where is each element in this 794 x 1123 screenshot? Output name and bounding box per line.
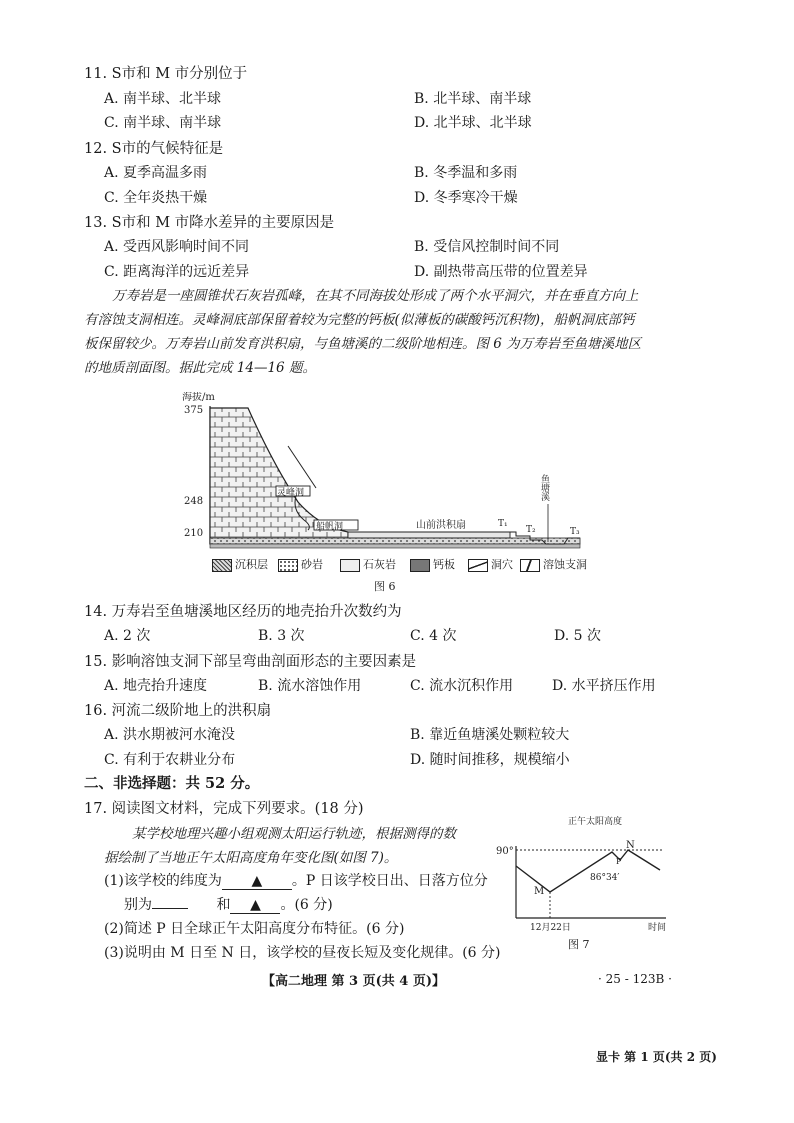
q13-option-b: B. 受信风控制时间不同 [414, 239, 560, 255]
question-17-stem: 17. 阅读图文材料，完成下列要求。(18 分) [84, 801, 364, 817]
figure-7-caption: 图 7 [568, 938, 590, 951]
legend-dissolution-channel: 溶蚀支洞 [520, 556, 587, 572]
sandstone-base [210, 544, 580, 548]
tick-210: 210 [184, 528, 204, 539]
legend-sandstone: 砂岩 [278, 556, 323, 572]
point-n-label: N [626, 840, 635, 851]
legend-sediment-swatch [212, 559, 232, 572]
legend-sediment: 沉积层 [212, 556, 268, 572]
q17-intro-2: 据绘制了当地正午太阳高度角年变化图(如图 7)。 [104, 850, 398, 866]
q16-option-c: C. 有利于农耕业分布 [104, 752, 236, 768]
river-label: 鱼塘溪 [539, 474, 549, 501]
figure-7-y90: 90° [496, 846, 514, 857]
q15-option-a: A. 地壳抬升速度 [104, 678, 208, 694]
legend-calcite-swatch [410, 559, 430, 572]
sunset-blank[interactable]: ▲ [230, 897, 280, 914]
tick-375: 375 [184, 405, 204, 416]
q17-part-1-line-2: 别为 和 ▲ 。(6 分) [124, 897, 333, 913]
legend-limestone-swatch [340, 559, 360, 572]
legend-channel-swatch [520, 559, 540, 572]
question-16-stem: 16. 河流二级阶地上的洪积扇 [84, 703, 272, 719]
q15-option-b: B. 流水溶蚀作用 [258, 678, 362, 694]
t3-label: T₃ [570, 527, 580, 537]
question-14-stem: 14. 万寿岩至鱼塘溪地区经历的地壳抬升次数约为 [84, 604, 402, 620]
section-2-heading: 二、非选择题：共 52 分。 [84, 775, 260, 792]
q16-option-d: D. 随时间推移，规模缩小 [410, 752, 570, 768]
figure-6-caption: 图 6 [374, 580, 396, 593]
q15-option-c: C. 流水沉积作用 [410, 678, 514, 694]
legend-cave-swatch [468, 559, 488, 572]
latitude-blank[interactable]: ▲ [222, 873, 292, 890]
slope-line [288, 446, 316, 488]
q17-part-2: (2)简述 P 日全球正午太阳高度分布特征。(6 分) [104, 921, 405, 937]
question-15-stem: 15. 影响溶蚀支洞下部呈弯曲剖面形态的主要因素是 [84, 654, 417, 670]
tick-248: 248 [184, 496, 204, 507]
q16-option-a: A. 洪水期被河水淹没 [104, 727, 236, 743]
sediment-layer [210, 538, 580, 544]
q17-part-3: (3)说明由 M 日至 N 日，该学校的昼夜长短及变化规律。(6 分) [104, 945, 501, 961]
page-footer: 【高二地理 第 3 页(共 4 页)】 [262, 974, 446, 989]
t2-label: T₂ [526, 525, 536, 535]
legend-sandstone-swatch [278, 559, 298, 572]
legend-limestone: 石灰岩 [340, 556, 396, 572]
legend-cave: 洞穴 [468, 556, 513, 572]
figure-7-ylabel: 正午太阳高度 [568, 817, 623, 827]
passage-line-4: 的地质剖面图。据此完成 14—16 题。 [84, 360, 316, 376]
fan-label: 山前洪积扇 [416, 520, 466, 531]
date-label: 12月22日 [530, 923, 571, 933]
figure-7-xlabel: 时间 [648, 923, 667, 933]
q12-option-d: D. 冬季寒冷干燥 [414, 190, 518, 206]
passage-line-1: 万寿岩是一座圆锥状石灰岩孤峰，在其不同海拔处形成了两个水平洞穴，并在垂直方向上 [112, 288, 639, 304]
figure-6-ylabel: 海拔/m [182, 392, 215, 403]
cave-lower-label: 船帆洞 [316, 522, 344, 532]
legend-calcite-plate: 钙板 [410, 556, 455, 572]
q17-part-1-line-1: (1)该学校的纬度为 ▲ 。P 日该学校日出、日落方位分 [104, 873, 488, 889]
passage-line-2: 有溶蚀支洞相连。灵峰洞底部保留着较为完整的钙板(似薄板的碳酸钙沉积物)，船帆洞底部钙 [84, 312, 635, 328]
exam-code: · 25 - 123B · [598, 972, 672, 986]
q13-option-d: D. 副热带高压带的位置差异 [414, 264, 588, 280]
q14-option-a: A. 2 次 [104, 628, 151, 644]
sunrise-blank[interactable] [152, 908, 188, 909]
q14-option-d: D. 5 次 [554, 628, 601, 644]
sheet-number: 显卡 第 1 页(共 2 页) [596, 1050, 717, 1064]
q12-option-b: B. 冬季温和多雨 [414, 165, 518, 181]
alluvial-fan [348, 532, 510, 538]
cave-upper-label: 灵峰洞 [277, 488, 305, 498]
q16-option-b: B. 靠近鱼塘溪处颗粒较大 [410, 727, 570, 743]
question-13-stem: 13. S市和 M 市降水差异的主要原因是 [84, 215, 335, 231]
question-11-stem: 11. S市和 M 市分别位于 [84, 66, 248, 82]
q11-option-a: A. 南半球、北半球 [104, 91, 222, 107]
q13-option-a: A. 受西风影响时间不同 [104, 239, 250, 255]
passage [84, 284, 694, 380]
q13-option-c: C. 距离海洋的远近差异 [104, 264, 250, 280]
q12-option-a: A. 夏季高温多雨 [104, 165, 208, 181]
figure-7-sun-altitude-chart [494, 814, 674, 936]
point-p-label: P [616, 857, 622, 866]
t1-label: T₁ [498, 519, 508, 529]
passage-line-3: 板保留较少。万寿岩山前发育洪积扇，与鱼塘溪的二级阶地相连。图 6 为万寿岩至鱼塘溪地区 [84, 336, 642, 352]
q14-option-c: C. 4 次 [410, 628, 457, 644]
angle-label: 86°34′ [590, 873, 620, 883]
q11-option-d: D. 北半球、北半球 [414, 115, 532, 131]
q12-option-c: C. 全年炎热干燥 [104, 190, 208, 206]
figure-6-cross-section [180, 392, 600, 580]
question-12-stem: 12. S市的气候特征是 [84, 141, 224, 157]
q11-option-c: C. 南半球、南半球 [104, 115, 222, 131]
q14-option-b: B. 3 次 [258, 628, 305, 644]
q17-intro-1: 某学校地理兴趣小组观测太阳运行轨迹，根据测得的数 [132, 826, 456, 842]
q15-option-d: D. 水平挤压作用 [552, 678, 656, 694]
point-m-label: M [534, 886, 545, 897]
q11-option-b: B. 北半球、南半球 [414, 91, 532, 107]
